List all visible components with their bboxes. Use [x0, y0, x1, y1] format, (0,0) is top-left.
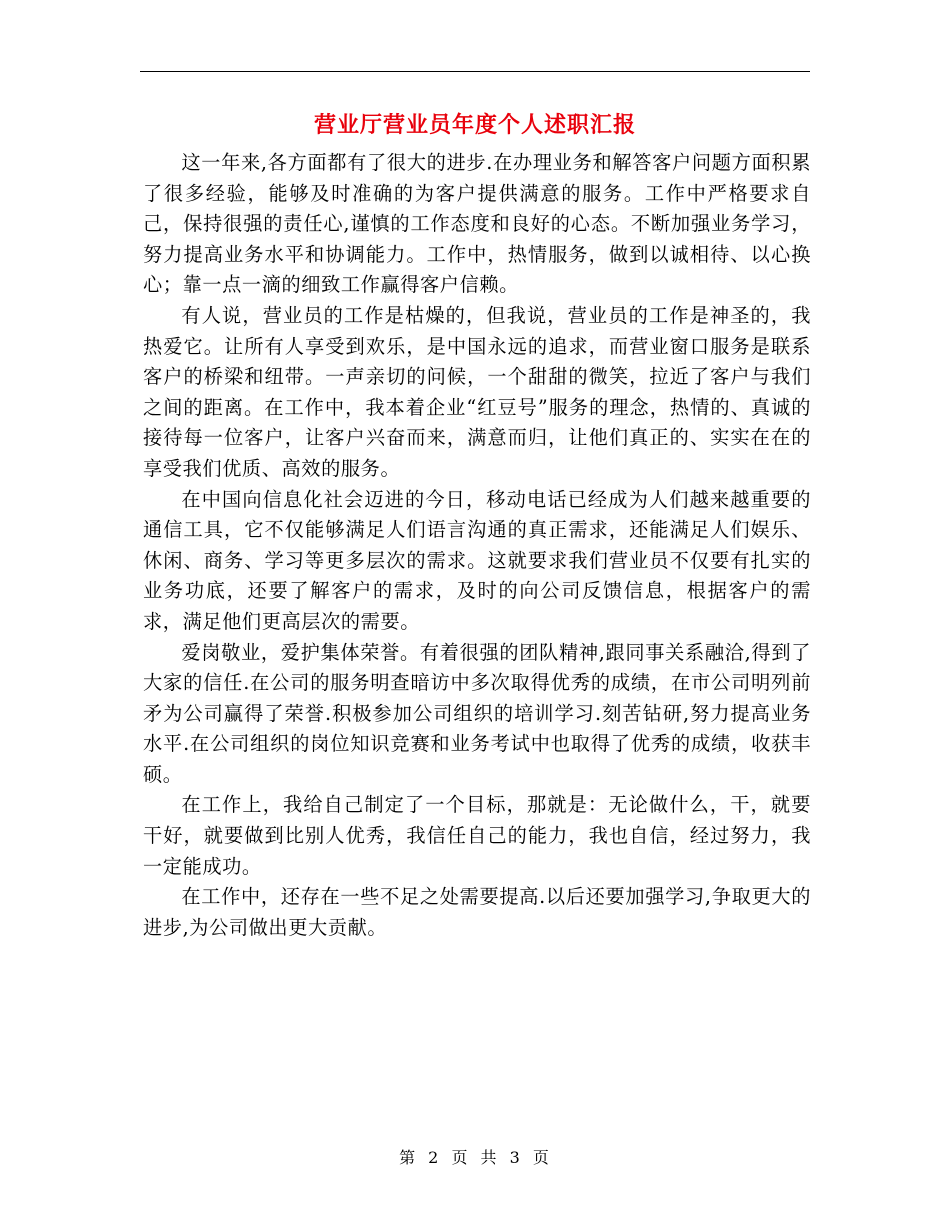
paragraph-4: 爱岗敬业，爱护集体荣誉。有着很强的团队精神,跟同事关系融洽,得到了大家的信任.在公司的服务明查暗访中多次取得优秀的成绩，在市公司明列前矛为公司赢得了荣誉.积极参加公司组织的培训学习.刻苦钻研,努力提高业务水平.在公司组织的岗位知识竞赛和业务考试中也取得了优秀的成绩，收获丰硕。	[143, 640, 811, 786]
paragraph-5: 在工作上，我给自己制定了一个目标，那就是：无论做什么，干，就要干好，就要做到比别人优秀，我信任自己的能力，我也自信，经过努力，我一定能成功。	[143, 793, 811, 878]
paragraph-6: 在工作中，还存在一些不足之处需要提高.以后还要加强学习,争取更大的进步,为公司做出更大贡献。	[143, 885, 811, 939]
paragraph-3: 在中国向信息化社会迈进的今日，移动电话已经成为人们越来越重要的通信工具，它不仅能够满足人们语言沟通的真正需求，还能满足人们娱乐、休闲、商务、学习等更多层次的需求。这就要求我们营业员不仅要有扎实的业务功底，还要了解客户的需求，及时的向公司反馈信息，根据客户的需求，满足他们更高层次的需要。	[143, 487, 811, 633]
document-title: 营业厅营业员年度个人述职汇报	[313, 112, 636, 138]
page-number-footer: 第 2 页 共 3 页	[399, 1148, 551, 1167]
paragraph-2: 有人说，营业员的工作是枯燥的，但我说，营业员的工作是神圣的，我热爱它。让所有人享受到欢乐，是中国永远的追求，而营业窗口服务是联系客户的桥梁和纽带。一声亲切的问候，一个甜甜的微笑，拉近了客户与我们之间的距离。在工作中，我本着企业“红豆号”服务的理念，热情的、真诚的接待每一位客户，让客户兴奋而来，满意而归，让他们真正的、实实在在的享受我们优质、高效的服务。	[143, 303, 811, 480]
header-rule	[140, 71, 810, 72]
paragraph-1: 这一年来,各方面都有了很大的进步.在办理业务和解答客户问题方面积累了很多经验，能够及时准确的为客户提供满意的服务。工作中严格要求自己，保持很强的责任心,谨慎的工作态度和良好的心态。不断加强业务学习，努力提高业务水平和协调能力。工作中，热情服务，做到以诚相待、以心换心；靠一点一滴的细致工作赢得客户信赖。	[143, 151, 811, 297]
document-body	[143, 148, 811, 943]
